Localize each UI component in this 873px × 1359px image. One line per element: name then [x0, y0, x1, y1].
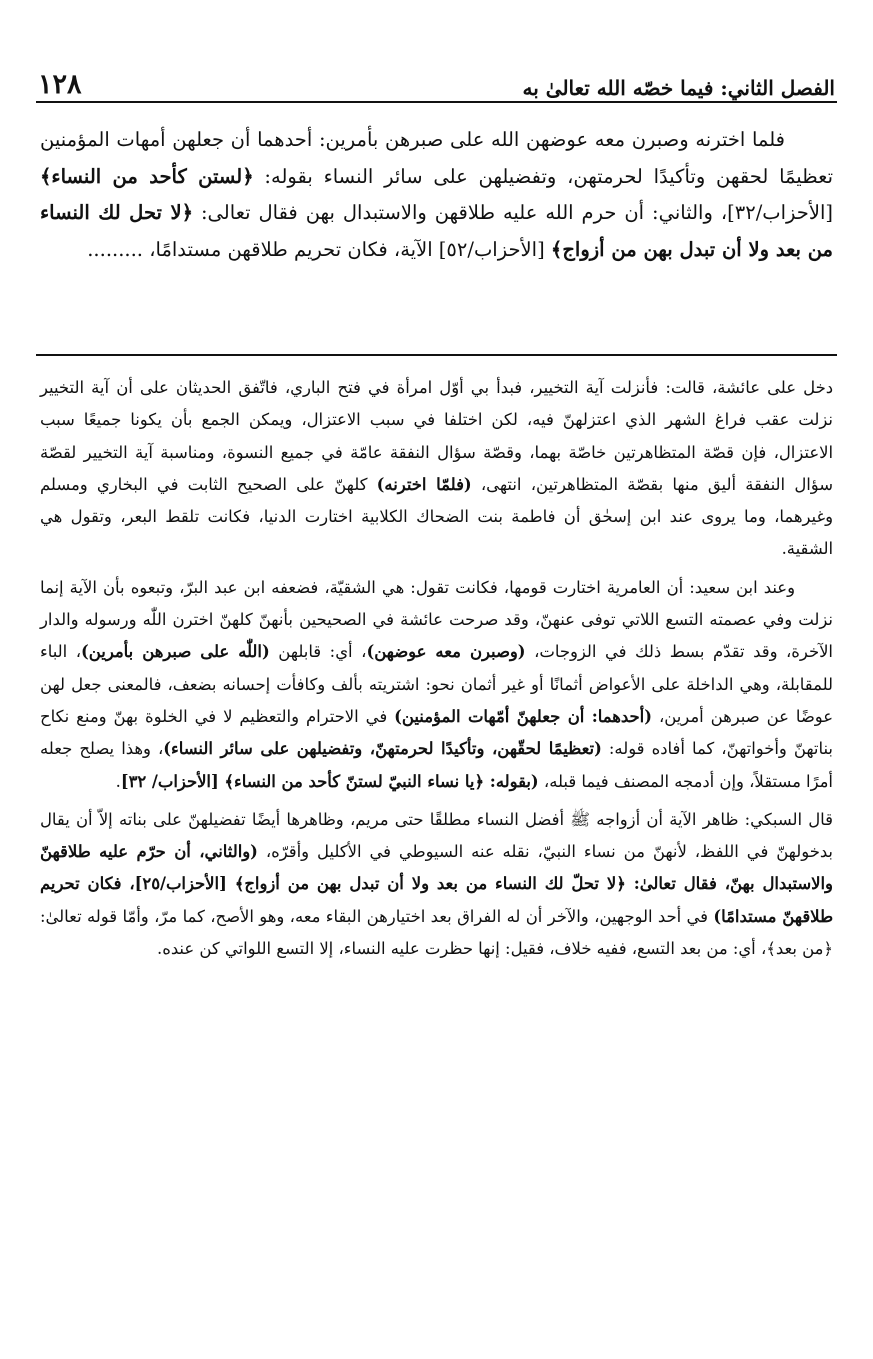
commentary-text: قال السبكي: ظاهر الآية أن أزواجه ﷺ أفضل النساء مطلقًا حتى مريم، وظاهرها أيضًا تفضيلهنّ على بناته إلاّ أن يقال بدخولهنّ في اللفظ، لأنهنّ من نساء النبيّ، نقله عنه السيوطي في الأكليل وأقرّه،: [40, 809, 833, 862]
commentary-text: ، الباء للمقابلة، وهي الداخلة على الأعواض أثمانًا أو غير أثمان نحو: اشتريته بألف وكافأت إحسانه بضعف، فالمعنى جعل لهن عوضًا عن صبرهن أمرين،: [40, 642, 833, 726]
quran-quote: ﴿لستن كأحد من النساء﴾: [40, 164, 254, 188]
main-text-part: فلما اخترنه وصبرن معه عوضهن الله على صبرهن بأمرين: أحدهما أن جعلهن أمهات المؤمنين تعظيمًا لحقهن وتأكيدًا لحرمتهن، وتفضيلهن على سائر النساء بقوله:: [40, 128, 833, 188]
commentary-lemma: (وصبرن معه عوضهن): [366, 642, 526, 662]
main-text-part: [الأحزاب/٥٢] الآية، فكان تحريم طلاقهن مستدامًا، .........: [87, 237, 551, 261]
commentary-paragraph: [40, 572, 833, 798]
commentary-lemma: (فلمّا اخترنه): [376, 474, 472, 494]
commentary-paragraph: [40, 372, 833, 566]
page-number: ١٢٨: [38, 69, 82, 100]
commentary-lemma: (والثاني، أن حرّم عليه طلاقهنّ والاستبدال بهنّ، فقال تعالىٰ: ﴿لا تحلّ لك النساء من بعد ولا أن تبدل بهن من أزواج﴾ [الأحزاب/٢٥]، فكان تحريم طلاقهنّ مستدامًا): [40, 842, 833, 926]
commentary: [40, 372, 833, 1319]
commentary-text: دخل على عائشة، قالت: فأنزلت آية التخيير، فبدأ بي أوّل امرأة في فتح الباري، فاتّفق الحديثان على أن آية التخيير نزلت عقب فراغ الشهر الذي اعتزلهنّ فيه، لكن اختلفا في سبب الاعتزال، ويمكن الجمع بأن يكونا جميعًا سبب الاعتزال، فإن قصّة المتظاهرتين خاصّة بهما، وقصّة سؤال النفقة عامّة في جميع النسوة، ومناسبة آية التخيير لقصّة سؤال النفقة أليق منها بقصّة المتظاهرتين، انتهى،: [40, 378, 833, 494]
commentary-text: في الاحترام والتعظيم لا في الخلوة بهنّ ومنع نكاح بناتهنّ وأخواتهنّ، كما أفاده قوله:: [40, 706, 833, 759]
running-title: الفصل الثاني: فيما خصّه الله تعالىٰ به: [522, 76, 835, 100]
commentary-text: ، وهذا يصلح جعله أمرًا مستقلاً، وإن أدمجه المصنف فيما قبله،: [40, 739, 833, 791]
commentary-lemma: (اللّٰه على صبرهن بأمرين): [81, 642, 270, 662]
commentary-text: في أحد الوجهين، والآخر أن له الفراق بعد اختيارهن البقاء معه، وهو الأصح، كما مرّ، وأمّا قوله تعالىٰ: ﴿من بعد﴾، أي: من بعد التسع، ففيه خلاف، فقيل: إنها حظرت عليه النساء، إلا التسع اللواتي كن عنده.: [40, 906, 833, 959]
commentary-text: وعند ابن سعيد: أن العامرية اختارت قومها، فكانت تقول: هي الشقيّة، فضعفه ابن عبد البرّ، وتبعوه بأن الآية إنما نزلت وفي عصمته التسع اللاتي توفى عنهنّ، وقد صرحت عائشة في الصحيحين بأنهنّ كلهنّ اخترن اللّٰه ورسوله والدار الآخرة، وقد تقدّم بسط ذلك في الزوجات،: [40, 577, 833, 662]
commentary-text: .: [115, 771, 121, 791]
commentary-paragraph: [40, 804, 833, 965]
footnote-divider: [36, 354, 837, 356]
header-divider: [36, 101, 837, 103]
main-text-part: [الأحزاب/٣٢]، والثاني: أن حرم الله عليه طلاقهن والاستبدال بهن فقال تعالى:: [193, 201, 833, 224]
commentary-text: كلهنّ على الصحيح الثابت في البخاري ومسلم وغيرهما، وما يروى عند ابن إسحٰق أن فاطمة بنت الضحاك الكلابية اختارت الدنيا، فكانت تلقط البعر، وتقول هي الشقية.: [40, 474, 833, 559]
page-header: [38, 52, 835, 98]
commentary-lemma: (أحدهما: أن جعلهنّ أمّهات المؤمنين): [394, 706, 652, 726]
commentary-text: ، أي: قابلهن: [269, 642, 367, 662]
commentary-lemma: (تعظيمًا لحقّهن، وتأكيدًا لحرمتهنّ، وتفضيلهن على سائر النساء): [163, 739, 602, 759]
commentary-lemma: (بقوله: ﴿يا نساء النبيّ لستنّ كأحد من النساء﴾ [الأحزاب/ ٣٢]: [120, 771, 539, 791]
quran-quote: ﴿لا تحل لك النساء من بعد ولا أن تبدل بهن من أزواج﴾: [40, 201, 833, 261]
main-text: [40, 122, 833, 342]
